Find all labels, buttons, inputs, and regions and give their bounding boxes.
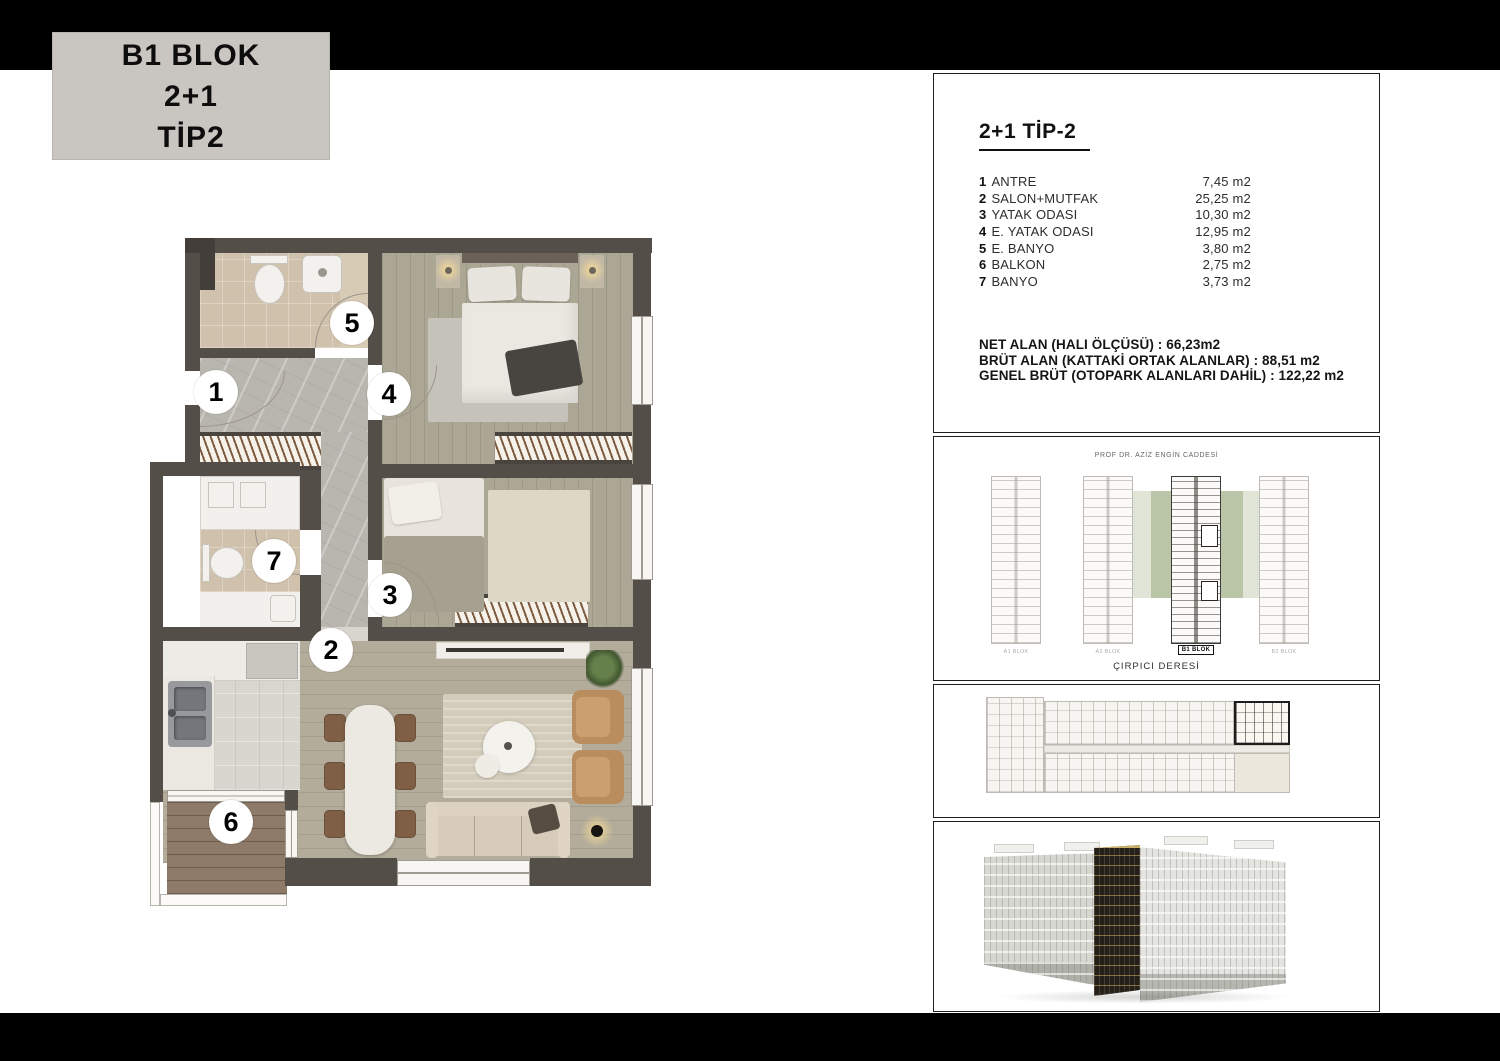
room-no: 4 — [979, 223, 987, 239]
roof-structure — [994, 844, 1034, 853]
dining-chair — [324, 714, 346, 742]
balcony-door — [285, 810, 298, 858]
side-table — [475, 754, 499, 778]
room-number-5: 5 — [330, 301, 374, 345]
toilet-icon — [210, 547, 244, 579]
room-area: 12,95 m2 — [1195, 223, 1251, 239]
building-right-wing — [1140, 847, 1286, 1002]
room-number-2: 2 — [309, 628, 353, 672]
floor-strip-upper-units — [1044, 701, 1234, 745]
room-no: 5 — [979, 240, 987, 256]
title-box — [52, 32, 330, 160]
room-list-item — [979, 190, 1251, 207]
armchair-seat — [576, 697, 610, 737]
corridor-floor — [321, 432, 368, 641]
river-label: ÇIRPICI DERESİ — [1113, 661, 1200, 672]
block-label: A1 BLOK — [1003, 649, 1029, 655]
room-list-item — [979, 240, 1251, 257]
sink-basin — [174, 687, 206, 711]
room-area: 10,30 m2 — [1195, 207, 1251, 223]
armchair — [572, 750, 624, 804]
table-decor — [504, 742, 512, 750]
pillow — [521, 266, 570, 302]
dining-chair — [394, 762, 416, 790]
floor-layout-panel — [933, 684, 1380, 818]
floor-strip-corridor — [1044, 745, 1290, 753]
wall — [368, 420, 382, 560]
green-area — [1221, 491, 1243, 598]
room-area: 25,25 m2 — [1195, 190, 1251, 206]
building-left-wing — [984, 853, 1100, 986]
balcony-railing — [160, 894, 287, 906]
wall — [150, 627, 321, 641]
site-plan-panel — [933, 436, 1380, 681]
block-label-b1 — [1171, 647, 1221, 653]
site-block-a1 — [991, 476, 1041, 644]
block-label-text: B1 BLOK — [1178, 645, 1214, 655]
net-area-line: NET ALAN (HALI ÖLÇÜSÜ) : 66,23m2 — [979, 337, 1221, 352]
wall — [633, 238, 651, 316]
room-number-1: 1 — [194, 370, 238, 414]
wall — [368, 358, 382, 365]
room-no: 7 — [979, 273, 987, 289]
roof-structure — [1164, 836, 1208, 845]
total-area-line: GENEL BRÜT (OTOPARK ALANLARI DAHİL) : 122,22 m2 — [979, 368, 1344, 384]
wall — [368, 627, 636, 641]
window — [397, 860, 530, 886]
room-no: 3 — [979, 207, 987, 223]
room-name: E. YATAK ODASI — [991, 223, 1094, 239]
room-name: YATAK ODASI — [991, 207, 1078, 223]
unit-details-panel — [933, 73, 1380, 433]
building-render-panel — [933, 821, 1380, 1012]
wall — [368, 238, 382, 358]
roof-structure — [1234, 840, 1274, 849]
room-list-item — [979, 256, 1251, 273]
balcony-railing — [150, 802, 160, 906]
room-number-4: 4 — [367, 372, 411, 416]
floor-strip-left-block — [986, 697, 1044, 793]
room-list-item — [979, 173, 1251, 190]
toilet-tank — [202, 544, 210, 582]
wall — [382, 464, 633, 478]
floor-strip-right-block — [1234, 753, 1290, 793]
room-area: 3,73 m2 — [1202, 273, 1251, 289]
block-label: A2 BLOK — [1095, 649, 1121, 655]
highlight-room — [1201, 525, 1218, 547]
sink-basin — [174, 716, 206, 740]
armchair-seat — [576, 757, 610, 797]
bedroom4-wardrobe — [495, 432, 632, 464]
floor-lamp-icon — [591, 825, 603, 837]
lamp-icon — [445, 267, 452, 274]
room-number-6: 6 — [209, 800, 253, 844]
pillow — [388, 481, 443, 526]
dining-chair — [394, 714, 416, 742]
armchair — [572, 690, 624, 744]
building-b1-highlight — [1094, 845, 1140, 996]
room-no: 1 — [979, 173, 987, 189]
room-list-item — [979, 273, 1251, 290]
room-list-item — [979, 223, 1251, 240]
title-line-tip: TİP2 — [157, 120, 225, 154]
highlight-room — [1201, 581, 1218, 601]
room-list-item — [979, 206, 1251, 223]
pillow — [467, 266, 517, 302]
lamp-icon — [589, 267, 596, 274]
faucet-icon — [318, 268, 327, 277]
room-no: 2 — [979, 190, 987, 206]
room-name: SALON+MUTFAK — [991, 190, 1099, 206]
room-name: BALKON — [991, 257, 1046, 273]
room-area: 3,80 m2 — [1202, 240, 1251, 256]
gross-area-line: BRÜT ALAN (KATTAKİ ORTAK ALANLAR) : 88,51 m2 — [979, 352, 1320, 368]
dining-chair — [324, 810, 346, 838]
ground-shadow — [994, 990, 1294, 1004]
title-line-block: B1 BLOK — [121, 38, 261, 72]
fridge — [246, 643, 298, 679]
wall — [285, 790, 298, 810]
washer-icon — [208, 482, 234, 508]
block-label: B2 BLOK — [1271, 649, 1297, 655]
sofa-armrest — [558, 802, 570, 858]
kitchen-sink — [168, 681, 212, 747]
double-bed — [462, 253, 578, 403]
wall — [150, 462, 300, 476]
bottom-black-bar — [0, 1013, 1500, 1061]
wall — [185, 405, 200, 470]
green-area — [1130, 491, 1151, 598]
bedroom3-rug — [488, 490, 590, 602]
room-name: E. BANYO — [991, 240, 1055, 256]
site-block-b1-highlight — [1171, 476, 1221, 644]
sofa-armrest — [426, 802, 438, 858]
room-area: 7,45 m2 — [1202, 173, 1251, 189]
window — [631, 668, 653, 806]
wall — [285, 858, 397, 886]
headboard — [462, 253, 578, 263]
room-number-3: 3 — [368, 573, 412, 617]
faucet-icon — [168, 709, 176, 717]
wall — [185, 348, 315, 358]
sofa — [426, 802, 570, 858]
unit-type-heading: 2+1 TİP-2 — [979, 120, 1090, 151]
room-no: 6 — [979, 257, 987, 273]
wall — [633, 405, 651, 484]
site-block-b2 — [1259, 476, 1309, 644]
floor-plan — [150, 238, 655, 908]
room-name: ANTRE — [991, 173, 1037, 189]
dryer-icon — [240, 482, 266, 508]
site-block-a2 — [1083, 476, 1133, 644]
green-area — [1151, 491, 1171, 598]
sink-basin — [270, 595, 296, 622]
wall — [530, 858, 651, 886]
highlighted-unit — [1234, 701, 1290, 745]
room-number-7: 7 — [252, 539, 296, 583]
toilet-tank — [250, 255, 288, 264]
area-summary — [979, 337, 1371, 384]
room-area: 2,75 m2 — [1202, 257, 1251, 273]
wall — [185, 238, 652, 253]
wall — [300, 470, 321, 530]
dining-chair — [394, 810, 416, 838]
dining-chair — [324, 762, 346, 790]
dining-table — [345, 705, 395, 855]
toilet-icon — [254, 264, 285, 304]
street-label: PROF DR. AZİZ ENGİN CADDESİ — [1094, 452, 1219, 459]
room-list — [979, 173, 1251, 290]
tv-icon — [446, 648, 564, 652]
window — [631, 316, 653, 405]
plant-icon — [586, 650, 624, 688]
room-name: BANYO — [991, 273, 1038, 289]
title-line-type: 2+1 — [164, 79, 218, 113]
window — [631, 484, 653, 580]
wall — [633, 580, 651, 668]
